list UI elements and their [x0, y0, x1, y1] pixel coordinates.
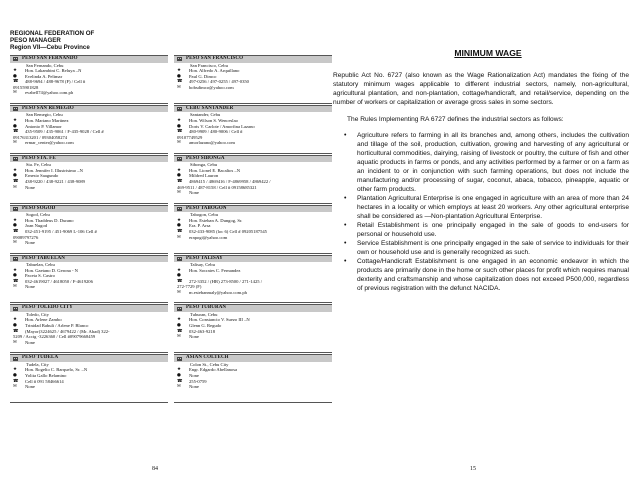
office-name: PESO TALISAY: [186, 255, 223, 261]
phone-icon: ☎: [177, 328, 183, 334]
building-icon: [177, 57, 182, 61]
star-icon: ★: [13, 367, 18, 373]
office-location: Sogod, Cebu: [26, 212, 50, 218]
building-icon: [13, 357, 18, 361]
person-bullet-icon: ●: [13, 123, 17, 129]
contact-text: Hon. Gaetano D. Gerona - N: [25, 267, 78, 273]
phone-icon: ☎: [177, 278, 183, 284]
star-icon: ★: [13, 267, 18, 273]
email-icon: ✉: [177, 384, 181, 390]
email-text: None: [189, 334, 199, 340]
email-line: [10, 340, 168, 346]
email-text: bobsdimco@yahoo.com: [189, 84, 234, 90]
building-icon: [13, 257, 18, 261]
contact-text: Hon. Esteban A. Dungog, Sr.: [189, 217, 243, 223]
contact-text: Hon. Thaddeus D. Durano: [25, 217, 74, 223]
contact-text: Hon. Rogelio C. Barquelo, Sr. –N: [25, 367, 88, 373]
email-icon: ✉: [13, 240, 17, 246]
org-header: REGIONAL FEDERATION OF PESO MANAGER Region VII—Cebu Province: [10, 30, 95, 51]
contact-text: Mildred Lauron: [189, 173, 219, 179]
email-icon: ✉: [13, 184, 17, 190]
email-line: [174, 290, 332, 296]
contact-text: (Mayor)3224625 / 4679422 / (Mr. Abad) 322-: [25, 328, 110, 334]
list-item: • Plantation Agricultural Enterprise is one engaged in agriculture with an area of more than 24 hectares in a locality or which employs at least 20 workers. Any other agricultural enterprise shall be considered as —Non-plantation Agricultural Enterprise.: [333, 194, 631, 221]
email-line: [174, 334, 332, 340]
contact-text: 438-9220 / 438-9221 / 438-9089: [25, 179, 85, 185]
email-icon: ✉: [177, 190, 181, 196]
office-name: PESO TUDELA: [22, 355, 59, 361]
contact-text: Hon. Lionel E. Bacaltos –N: [189, 167, 241, 173]
list-item: • Retail Establishment is one principally engaged in the sale of goods to end-users for personal or household use.: [333, 221, 631, 239]
phone-icon: ☎: [13, 378, 19, 384]
contact-text: Hon. Arlene Zambo: [25, 317, 62, 323]
person-bullet-icon: ●: [13, 73, 17, 79]
office-location: Tabuelan, Cebu: [26, 262, 55, 267]
contact-text: Cell # 091 58466614: [25, 378, 64, 384]
office-location: Talisay, Cebu: [190, 262, 215, 267]
email-icon: ✉: [177, 140, 181, 146]
contact-text: Doris V. Carlote / Amorfina Lazano: [189, 123, 255, 129]
list-item: • Service Establishment is one principally engaged in the sale of service to individuals for their own or household use and is generally recognized as such.: [333, 239, 631, 257]
star-icon: ★: [177, 117, 182, 123]
directory-card: [10, 105, 168, 154]
email-text: None: [25, 240, 35, 246]
building-icon: [177, 257, 182, 261]
star-icon: ★: [13, 167, 18, 173]
directory-card: [174, 255, 332, 304]
directory-card: [174, 155, 332, 204]
email-icon: ✉: [13, 384, 17, 390]
star-icon: ★: [177, 167, 182, 173]
phone-icon: ☎: [13, 179, 19, 185]
directory-card: [10, 55, 168, 104]
directory-card: [10, 205, 168, 254]
contact-continuation: 469-9511 / 487-8158 / Cell # 09158685321: [177, 184, 257, 190]
email-text: None: [25, 284, 35, 290]
office-location: San Remegio, Cebu: [26, 112, 63, 118]
rules-paragraph: The Rules Implementing RA 6727 defines the industrial sectors as follows:: [347, 116, 564, 123]
email-icon: ✉: [13, 339, 17, 345]
contact-text: 032-463-9218: [189, 328, 216, 334]
contact-continuation: 5209 / Acctg -3226360 / Cell #09079668459: [13, 334, 96, 340]
email-line: [10, 284, 168, 290]
phone-icon: ☎: [13, 278, 19, 284]
contact-text: Hon. Mariano Martinez: [25, 117, 69, 123]
office-location: Tuburan, Cebu: [190, 311, 218, 317]
phone-icon: ☎: [13, 328, 19, 334]
office-location: Sibonga, Cebu: [190, 162, 218, 168]
person-bullet-icon: ●: [177, 323, 181, 329]
contact-continuation: 09176313201 / 09304058274: [13, 134, 68, 140]
contact-text: 032-451-9195 / 451-9069 L-106 Cell #: [25, 228, 97, 234]
email-line: [174, 235, 332, 241]
person-bullet-icon: ●: [13, 323, 17, 329]
contact-text: Hon. Lakambini C. Reluya –N: [25, 68, 82, 74]
email-icon: ✉: [177, 334, 181, 340]
office-name: PESO STA. FE: [22, 155, 56, 161]
email-icon: ✉: [177, 234, 181, 240]
building-icon: [177, 357, 182, 361]
building-icon: [177, 107, 182, 111]
left-page: [10, 30, 332, 390]
office-name: PESO TUBURAN: [186, 305, 227, 311]
star-icon: ★: [177, 68, 182, 74]
person-bullet-icon: ●: [177, 223, 181, 229]
email-icon: ✉: [177, 84, 181, 90]
phone-icon: ☎: [13, 79, 19, 85]
contact-text: Era. P. Arsa: [189, 223, 211, 229]
contact-line: [174, 179, 332, 185]
contact-text: 4869415 / 4869416 / F-4869958 / 4869422 /: [189, 179, 271, 185]
building-icon: [177, 157, 182, 161]
email-line: [174, 140, 332, 146]
contact-continuation: 272-7729 (F): [177, 284, 202, 290]
intro-paragraph: Republic Act No. 6727 (also known as the Wage Rationalization Act) mandates the fixing of the statutory minimum wages applicable to different industrial sectors, namely, non-agricultural, agricultural plantation, and non-plantation, cottage/handicraft, and retail/service, depending on the number of workers or capitalization or average gross sales in some sectors.: [333, 72, 629, 106]
person-bullet-icon: ●: [13, 223, 17, 229]
email-text: evabell74@yahoo.com.ph: [25, 90, 74, 96]
contact-line: [10, 129, 168, 135]
contact-continuation: 09155901828: [13, 84, 39, 90]
list-item: • Agriculture refers to farming in all its branches and, among others, includes the cultivation and tillage of the soil, production, cultivation, growing and harvesting of any agricultural or horticultural commodities, dairying, raising of livestock or poultry, the culture of fish and other aquatic products in farms or ponds, and any activities performed by a farmer or on a farm as an incident to or in conjunction with such farming operations, but does not include the manufacturing and/or processing of sugar, coconut, abaca, tobacco, pineapple, aquatic or other farm products.: [333, 131, 631, 194]
directory-card: [174, 304, 332, 353]
contact-text: Joan Nugod: [25, 223, 48, 229]
directory-card: [174, 354, 332, 403]
phone-icon: ☎: [177, 129, 183, 135]
right-page-number: 15: [470, 466, 476, 472]
right-page: [333, 30, 631, 293]
office-name: PESO SOGOD: [22, 205, 56, 211]
person-bullet-icon: ●: [177, 273, 181, 279]
list-item: • Cottage/Handicraft Establishment is one engaged in an economic endeavor in which the products are primarily done in the home or such other places for profit which requires manual dexterity and craftsmanship and whose capitalization does not exceed P500,000, regardless of previous registration with the defunct NACIDA.: [333, 257, 631, 293]
directory-card: [10, 304, 168, 353]
office-location: Tabogon, Cebu: [190, 212, 219, 218]
office-location: Colon St., Cebu City: [190, 361, 229, 367]
building-icon: [177, 207, 182, 211]
email-line: [10, 240, 168, 246]
email-text: ermar_center@yahoo.com: [25, 140, 74, 146]
person-bullet-icon: ●: [13, 273, 17, 279]
office-name: PESO SIBONGA: [186, 155, 225, 161]
email-icon: ✉: [177, 289, 181, 295]
phone-icon: ☎: [177, 378, 183, 384]
star-icon: ★: [13, 217, 18, 223]
phone-icon: ☎: [177, 228, 183, 234]
email-icon: ✉: [13, 140, 17, 146]
contact-text: 497-0256 / 497-0255 / 497-0350: [189, 79, 249, 85]
email-line: [10, 185, 168, 191]
office-name: PESO SAN FRANCISCO: [186, 56, 244, 61]
star-icon: ★: [177, 367, 182, 373]
building-icon: [13, 207, 18, 211]
email-line: [174, 384, 332, 390]
contact-text: 480-9909 / 480-9006 / Cell #: [189, 129, 243, 135]
person-bullet-icon: ●: [177, 73, 181, 79]
directory-card: [10, 255, 168, 304]
star-icon: ★: [13, 317, 18, 323]
email-line: [174, 85, 332, 91]
left-page-number: 84: [152, 466, 158, 472]
building-icon: [13, 307, 18, 311]
office-name: PESO TOLEDO CITY: [22, 305, 73, 311]
email-text: None: [189, 190, 199, 196]
office-location: San Fernando, Cebu: [26, 62, 64, 68]
star-icon: ★: [177, 317, 182, 323]
contact-text: Ernesto Saagundo: [25, 173, 59, 179]
office-location: Toledo, City: [26, 311, 49, 317]
email-text: erapogi@yahoo.com: [189, 234, 228, 240]
contact-text: 255-0759: [189, 378, 207, 384]
building-icon: [13, 57, 18, 61]
contact-text: None: [189, 372, 199, 378]
office-name: PESO SAN REMEGIO: [22, 105, 74, 111]
email-icon: ✉: [13, 284, 17, 290]
contact-text: Paceta S. Castro: [25, 273, 55, 279]
office-name: PESO SAN FERNANDO: [22, 56, 78, 61]
directory-card: [174, 404, 332, 453]
sector-list: [333, 131, 631, 293]
person-bullet-icon: ●: [13, 173, 17, 179]
star-icon: ★: [13, 117, 18, 123]
directory-grid: [10, 55, 332, 453]
email-text: amorlazano@yahoo.com: [189, 140, 235, 146]
contact-text: Hon. Constancio V. Suezo III –N: [189, 317, 250, 323]
building-icon: [13, 157, 18, 161]
email-line: [10, 384, 168, 390]
phone-icon: ☎: [13, 228, 19, 234]
email-text: m.estebanmaly@yahoo.com.ph: [189, 289, 247, 295]
directory-card: [174, 105, 332, 154]
office-name: PESO TABOGON: [186, 205, 227, 211]
contact-text: 032-4619027 / 4618050 / F-4619206: [25, 278, 93, 284]
phone-icon: ☎: [177, 179, 183, 185]
building-icon: [13, 107, 18, 111]
directory-card: [174, 205, 332, 254]
person-bullet-icon: ●: [177, 173, 181, 179]
email-text: None: [189, 384, 199, 390]
office-name: ASIAN COLTECH: [186, 355, 229, 361]
contact-text: 032-433-9085 (loc 6) Cell # 09205187545: [189, 228, 267, 234]
email-line: [10, 90, 168, 96]
office-location: Tudela, City: [26, 361, 49, 367]
star-icon: ★: [177, 217, 182, 223]
email-icon: ✉: [13, 90, 17, 96]
contact-text: Engr. Edgardo Abellanosa: [189, 367, 238, 373]
directory-card: [10, 354, 168, 403]
office-location: Sta. Fe, Cebu: [26, 162, 51, 168]
office-location: Santander, Cebu: [190, 112, 221, 118]
email-text: None: [25, 184, 35, 190]
contact-text: Trinidad Babuli / Arlene P. Blanco: [25, 323, 89, 329]
contact-text: 272-3352 / (HR) 273-8500 / 271-1425 /: [189, 278, 262, 284]
contact-continuation: 09089797276: [13, 234, 39, 240]
phone-icon: ☎: [177, 79, 183, 85]
contact-text: Evelinda A. Pelimar: [25, 73, 63, 79]
phone-icon: ☎: [13, 129, 19, 135]
directory-card: [10, 404, 168, 453]
contact-text: Hon. Alfredo A. Arquillano: [189, 68, 240, 74]
contact-text: Antonio P. Villamor: [25, 123, 62, 129]
email-line: [174, 190, 332, 196]
contact-continuation: 09107749529: [177, 134, 203, 140]
person-bullet-icon: ●: [177, 372, 181, 378]
directory-card: [174, 55, 332, 104]
contact-text: Hon. Socrates C. Fernandez: [189, 267, 241, 273]
contact-text: Yolita Gallo Belamino: [25, 372, 67, 378]
person-bullet-icon: ●: [177, 123, 181, 129]
email-text: None: [25, 339, 35, 345]
contact-text: Hon. Jennifer I. Illustrisimo –N: [25, 167, 83, 173]
contact-text: Paul G. Dimco: [189, 73, 217, 79]
contact-text: Glenn G. Regudo: [189, 323, 222, 329]
email-text: None: [25, 384, 35, 390]
contact-text: 435-9509 / 435-9061 / F-435-9028 / Cell #: [25, 129, 104, 135]
star-icon: ★: [13, 68, 18, 74]
office-location: San Francisco, Cebu: [190, 62, 228, 68]
building-icon: [177, 307, 182, 311]
directory-card: [10, 155, 168, 204]
contact-line: [174, 129, 332, 135]
contact-text: 488-9694 / 488-9678 (F) / Cell #: [25, 79, 86, 85]
contact-line: [10, 229, 168, 235]
office-name: PESO TABUELAN: [22, 255, 65, 261]
contact-text: Hon. Wilson S. Wenceslao: [189, 117, 238, 123]
email-line: [10, 140, 168, 146]
person-bullet-icon: ●: [13, 372, 17, 378]
star-icon: ★: [177, 267, 182, 273]
section-title: MINIMUM WAGE: [454, 48, 522, 58]
office-name: CEBU SANTANDER: [186, 105, 234, 111]
